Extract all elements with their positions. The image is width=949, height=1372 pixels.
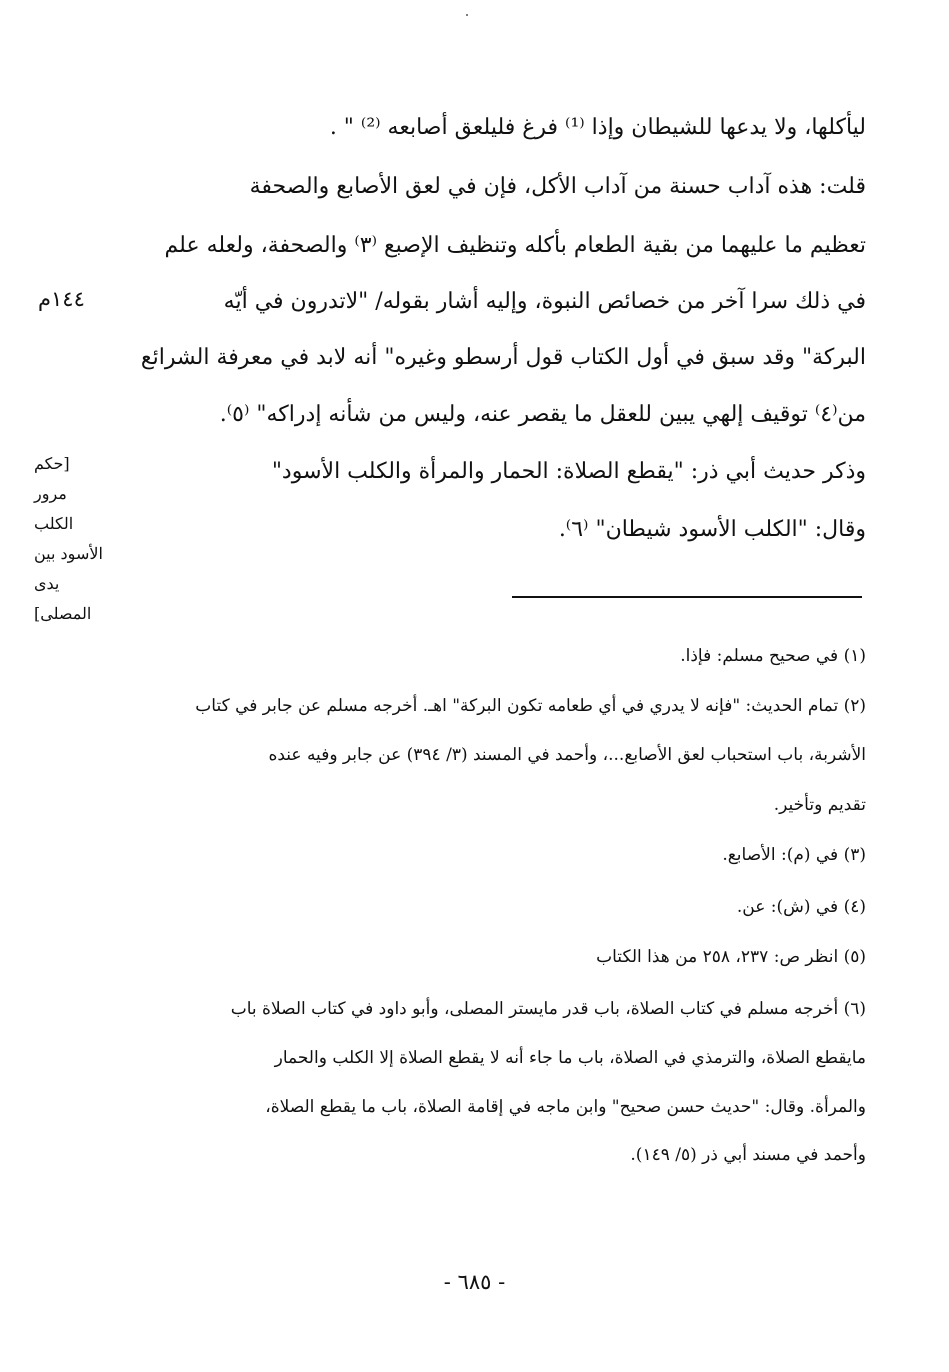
- side-heading-note: [34, 449, 116, 629]
- footnote-line: وأحمد في مسند أبي ذر (٥/ ١٤٩).: [630, 1145, 866, 1165]
- footnote-line: (٤) في (ش): عن.: [736, 897, 866, 917]
- page-number: - ٦٨٥ -: [443, 1270, 506, 1294]
- footnote-line: مايقطع الصلاة، والترمذي في الصلاة، باب ما جاء أنه لا يقطع الصلاة إلا الكلب والحمار: [274, 1048, 866, 1068]
- footnote-line: (١) في صحيح مسلم: فإذا.: [680, 646, 866, 666]
- body-line: ليأكلها، ولا يدعها للشيطان وإذا ⁽¹⁾ فرغ فليلعق أصابعه ⁽²⁾ " .: [329, 115, 866, 140]
- body-line: وقال: "الكلب الأسود شيطان" ⁽٦⁾.: [558, 517, 866, 542]
- body-line: البركة" وقد سبق في أول الكتاب قول أرسطو وغيره" أنه لابد في معرفة الشرائع: [140, 345, 866, 370]
- footnote-line: والمرأة. وقال: "حديث حسن صحيح" وابن ماجه في إقامة الصلاة، باب ما يقطع الصلاة،: [265, 1097, 866, 1117]
- body-line: من⁽٤⁾ توقيف إلهي يبين للعقل ما يقصر عنه، وليس من شأنه إدراكه" ⁽٥⁾.: [219, 402, 866, 427]
- footnote-line: (٢) تمام الحديث: "فإنه لا يدري في أي طعامه تكون البركة" اهـ. أخرجه مسلم عن جابر في كتاب: [195, 696, 866, 716]
- footnote-line: الأشربة، باب استحباب لعق الأصابع...، وأحمد في المسند (٣/ ٣٩٤) عن جابر وفيه عنده: [268, 745, 866, 765]
- side-note-line: مرور: [34, 484, 67, 503]
- side-note-line: الكلب: [34, 514, 74, 533]
- side-note-line: المصلى]: [34, 604, 92, 623]
- side-note-line: الأسود بين: [34, 544, 103, 563]
- side-note-line: [حكم: [34, 454, 70, 473]
- body-line: قلت: هذه آداب حسنة من آداب الأكل، فإن في لعق الأصابع والصحفة: [249, 174, 866, 199]
- body-line: تعظيم ما عليهما من بقية الطعام بأكله وتنظيف الإصبع ⁽٣⁾ والصحفة، ولعله علم: [164, 233, 866, 258]
- footnote-line: (٦) أخرجه مسلم في كتاب الصلاة، باب قدر مايستر المصلى، وأبو داود في كتاب الصلاة باب: [230, 999, 866, 1019]
- footnote-line: (٥) انظر ص: ٢٣٧، ٢٥٨ من هذا الكتاب: [596, 947, 866, 967]
- footnote-separator: [512, 596, 862, 598]
- scan-speck: [466, 14, 468, 16]
- margin-page-reference: ١٤٤م: [38, 287, 85, 311]
- body-line: وذكر حديث أبي ذر: "يقطع الصلاة: الحمار والمرأة والكلب الأسود": [271, 459, 866, 484]
- body-line: في ذلك سرا آخر من خصائص النبوة، وإليه أشار بقوله/ "لاتدرون في أيّه: [223, 289, 866, 314]
- footnote-line: (٣) في (م): الأصابع.: [722, 845, 866, 865]
- footnote-line: تقديم وتأخير.: [773, 795, 866, 815]
- side-note-line: يدى: [34, 574, 60, 593]
